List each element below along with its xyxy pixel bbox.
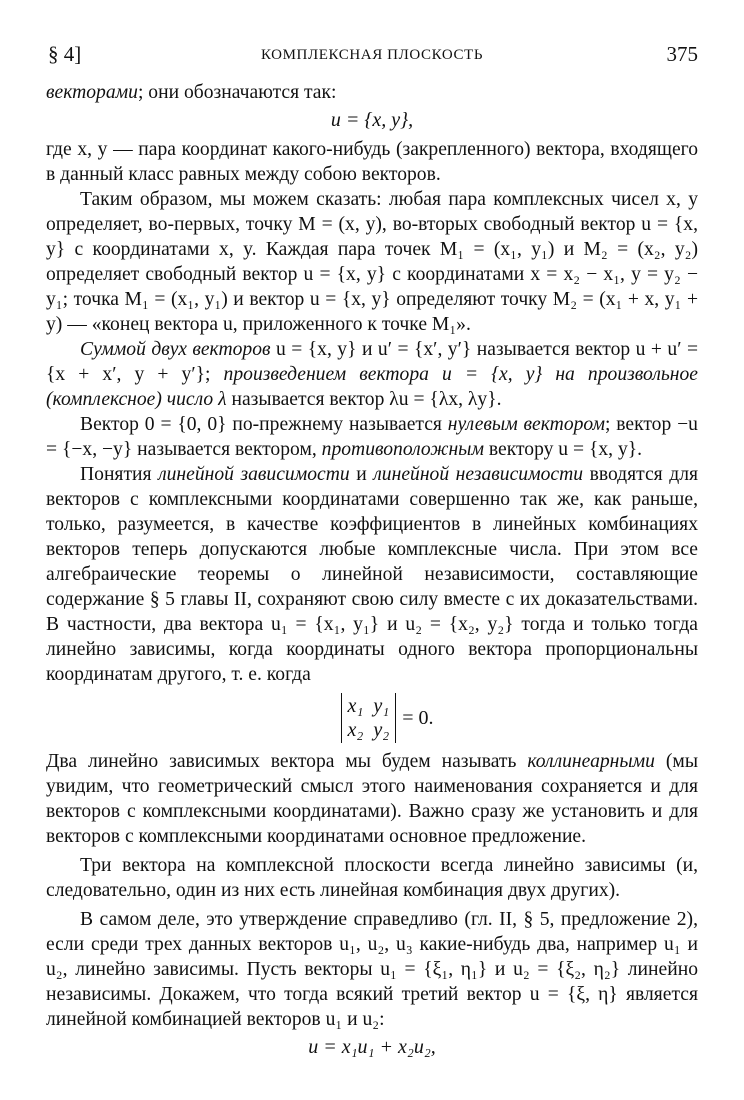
term-zero-vector: нулевым вектором (447, 414, 605, 435)
section-mark: § 4] (48, 42, 82, 66)
paragraph-9: В самом деле, это утверждение справедливо (гл. II, § 5, предложение 2), если среди трех данных векторов u₁, u₂, u₃ какие-нибудь два, например u₁ и u₂, линейно зависимы. Пусть векторы u₁ = {ξ₁, η₁} и u₂ = {ξ₂, η₂} линейно независимы. Докажем, что тогда всякий третий вектор u = {ξ, η} является линейной комбинацией векторов u₁ и u₂: (46, 909, 698, 1030)
term-collinear: коллинеарными (527, 751, 655, 772)
term-opposite: противоположным (321, 439, 484, 460)
formula-linear-combination: u = x₁u₁ + x₂u₂, (308, 1036, 436, 1058)
paragraph-6: Понятия линейной зависимости и линейной независимости вводятся для векторов с комплексными координатами совершенно так же, как раньше, только, разумеется, в качестве коэффициентов в линейных комбинациях векторов теперь допускаются любые комплексные числа. При этом все алгебраические теоремы о линейной независимости, составляющие содержание § 5 главы II, сохраняют свою силу вместе с их доказательствами. В частности, два вектора u₁ = {x₁, y₁} и u₂ = {x₂, y₂} тогда и только тогда линейно зависимы, когда координаты одного вектора пропорциональны координатам другого, т. е. когда (46, 464, 698, 685)
paragraph-8-proposition: Три вектора на комплексной плоскости всегда линейно зависимы (и, следовательно, один из них есть линейная комбинация двух других). (46, 855, 698, 901)
running-header (46, 42, 698, 76)
term-vectors: векторами (46, 82, 138, 103)
page-number: 375 (666, 42, 698, 66)
paragraph-4: Суммой двух векторов u = {x, y} и u′ = {x′, y′} называется вектор u + u′ = {x + x′, y + y′}; произведением вектора u = {x, y} на произвольное (комплексное) число λ называется вектор λu = {λx, λy}. (46, 339, 699, 410)
determinant-matrix (341, 693, 397, 743)
term-linear-independence: линейной независимости (373, 464, 584, 485)
page (46, 42, 698, 1064)
determinant-rhs: = 0. (402, 706, 434, 729)
paragraph-1: векторами; они обозначаются так: (46, 82, 337, 103)
determinant-formula (76, 693, 698, 743)
paragraph-3: Таким образом, мы можем сказать: любая пара комплексных чисел x, y определяет, во-первых, точку M = (x, y), во-вторых свободный вектор u = {x, y} с координатами x, y. Каждая пара точек M₁ = (x₁, y₁) и M₂ = (x₂, y₂) определяет свободный вектор u = {x, y} с координатами x = x₂ − x₁, y = y₂ − y₁; точка M₁ = (x₁, y₁) и вектор u = {x, y} определяют точку M₂ = (x₁ + x, y₁ + y) — «конец вектора u, приложенного к точке M₁». (46, 189, 698, 335)
term-linear-dependence: линейной зависимости (158, 464, 350, 485)
term-product: произведением вектора u = {x, y} на произвольное (комплексное) число λ (46, 364, 698, 410)
running-title: КОМПЛЕКСНАЯ ПЛОСКОСТЬ (260, 47, 484, 63)
term-sum: Суммой двух векторов (80, 339, 271, 360)
determinant-row-1: x₁ y₁ (347, 695, 390, 717)
determinant-row-2: x₂ y₂ (347, 719, 390, 741)
formula-vector-u: u = {x, y}, (330, 109, 414, 131)
paragraph-2: где x, y — пара координат какого-нибудь (закрепленного) вектора, входящего в данный класс равных между собою векторов. (46, 139, 698, 185)
paragraph-7: Два линейно зависимых вектора мы будем называть коллинеарными (мы увидим, что геометрический смысл этого наименования сохраняется и для векторов с комплексными координатами). Важно сразу же установить и для векторов с комплексными координатами основное предложение. (46, 751, 698, 847)
paragraph-5: Вектор 0 = {0, 0} по-прежнему называется нулевым вектором; вектор −u = {−x, −y} называется вектором, противоположным вектору u = {x, y}. (46, 414, 698, 460)
